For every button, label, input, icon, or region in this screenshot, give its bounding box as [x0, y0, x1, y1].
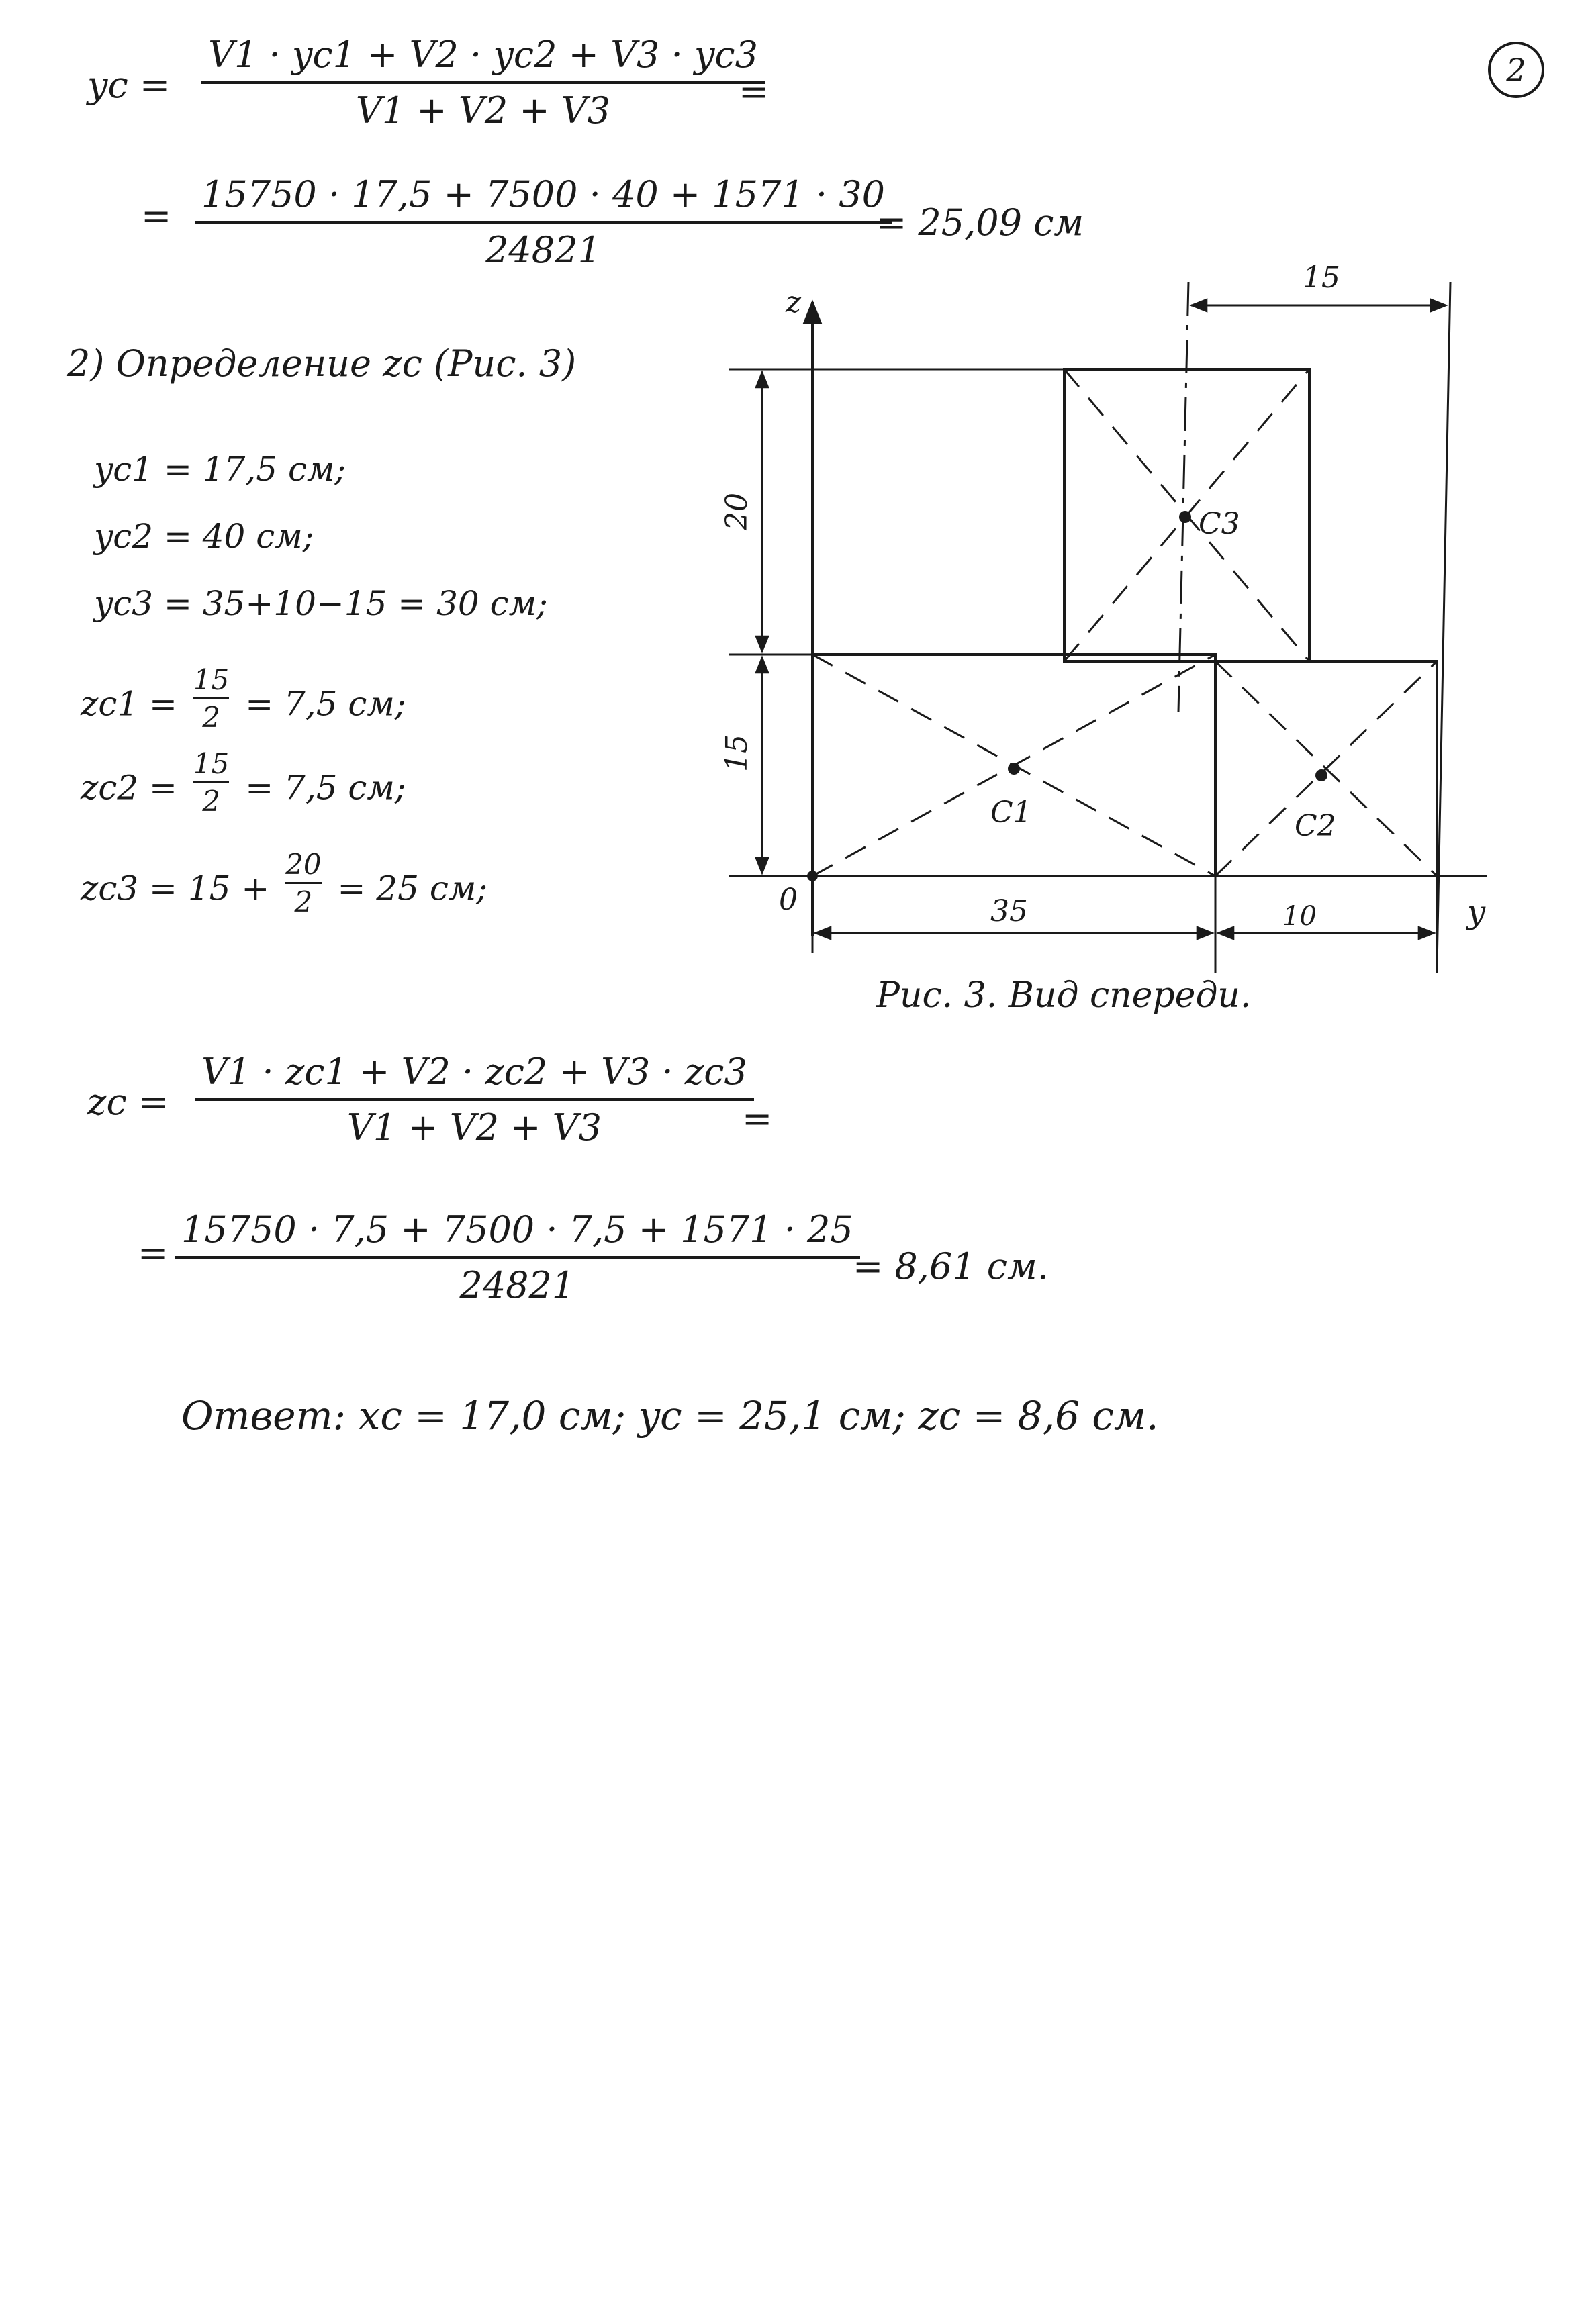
- c1-label: C1: [990, 795, 1032, 830]
- page-number: 2: [1488, 42, 1544, 98]
- c3-center-line: [1178, 282, 1188, 712]
- dim-20-label: 20: [720, 493, 754, 530]
- yc-numerator: V1 · yc1 + V2 · yc2 + V3 · yc3: [208, 34, 759, 76]
- axis-z-label: z: [786, 285, 802, 320]
- zc-numerator: V1 · zc1 + V2 · zc2 + V3 · zc3: [201, 1051, 747, 1093]
- axis-y-label: y: [1467, 893, 1486, 931]
- dim-35-label: 35: [990, 894, 1028, 928]
- dim-15-top-label: 15: [1303, 260, 1340, 295]
- zc3-num: 20: [285, 848, 322, 881]
- yc2-line: yc2 = 40 см;: [94, 517, 314, 556]
- zc-sub-eq: =: [138, 1232, 169, 1274]
- zc1-den: 2: [202, 701, 220, 734]
- zc-sub-numerator: 15750 · 7,5 + 7500 · 7,5 + 1571 · 25: [181, 1208, 853, 1251]
- zc1-num: 15: [193, 663, 230, 696]
- section-2-heading: 2) Определение zc (Рис. 3): [67, 342, 577, 385]
- yc-lhs: yc =: [87, 64, 171, 106]
- c2-point: [1315, 769, 1327, 781]
- zc1-lhs: zc1 =: [81, 684, 177, 724]
- zc3-rhs: = 25 см;: [337, 869, 488, 908]
- yc3-line: yc3 = 35+10−15 = 30 см;: [94, 584, 548, 623]
- yc-sub-numerator: 15750 · 17,5 + 7500 · 40 + 1571 · 30: [201, 173, 885, 215]
- zc-fraction: [195, 1051, 754, 1149]
- zc2-rhs: = 7,5 см;: [245, 768, 406, 808]
- yc-eq: =: [739, 70, 769, 113]
- yc-result: = 25,09 см: [876, 201, 1084, 244]
- zc-sub-fraction: [175, 1208, 860, 1306]
- c1-point: [1008, 763, 1020, 775]
- yc-sub-eq: =: [141, 195, 172, 237]
- dim-15-side-label: 15: [720, 734, 754, 772]
- zc3-lhs: zc3 = 15 +: [81, 869, 270, 908]
- zc-lhs: zc =: [87, 1081, 169, 1123]
- zc-denominator: V1 + V2 + V3: [346, 1106, 602, 1149]
- answer-line: Ответ: xc = 17,0 см; yc = 25,1 см; zc = 8,6 см.: [181, 1393, 1159, 1439]
- zc1-rhs: = 7,5 см;: [245, 684, 406, 724]
- zc2-den: 2: [202, 785, 220, 818]
- zc2-num: 15: [193, 747, 230, 780]
- yc1-line: yc1 = 17,5 см;: [94, 450, 346, 489]
- yc-sub-denominator: 24821: [485, 229, 601, 271]
- dim-10-label: 10: [1282, 901, 1317, 932]
- zc-result: = 8,61 см.: [853, 1245, 1049, 1288]
- figure-caption: Рис. 3. Вид спереди.: [876, 975, 1252, 1016]
- fraction-bar: [175, 1256, 860, 1259]
- zc2-lhs: zc2 =: [81, 768, 177, 808]
- c2-label: C2: [1295, 809, 1336, 843]
- c3-label: C3: [1199, 507, 1240, 541]
- zc3-den: 2: [294, 885, 313, 918]
- fraction-bar: [195, 1098, 754, 1101]
- zc-sub-denominator: 24821: [459, 1264, 575, 1306]
- c3-point: [1179, 511, 1191, 523]
- yc-denominator: V1 + V2 + V3: [355, 89, 611, 132]
- origin-label: 0: [779, 883, 798, 917]
- origin-point: [807, 871, 818, 881]
- zc-eq: =: [742, 1098, 773, 1140]
